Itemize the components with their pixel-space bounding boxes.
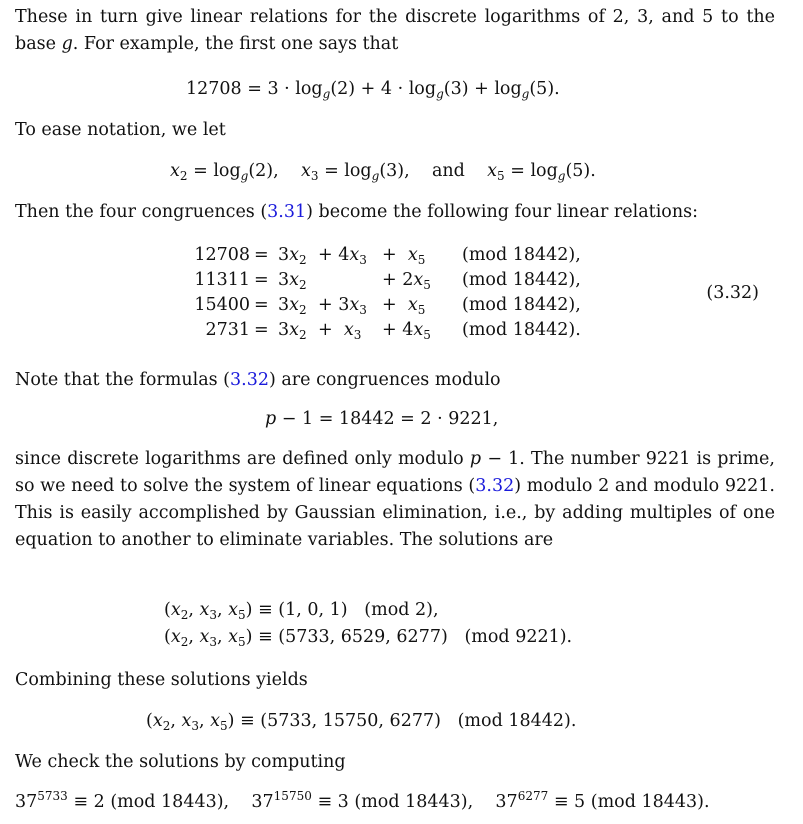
equation-reference-link[interactable]: 3.31 [267, 202, 307, 222]
system-row: 2731 = $3x_2$ + $x_3$ + $4x_5$ (mod 18442). [205, 320, 581, 342]
solution-combined: ($x_2$, $x_3$, $x_5) \equiv (5733$, 15750, 6277) (mod 18442). [146, 711, 577, 733]
paragraph-congruences: Then the four congruences (3.31) become the following four linear relations: [15, 202, 698, 222]
paragraph-note: Note that the formulas (3.32) are congruences modulo [15, 370, 501, 390]
system-row: 12708 = $3x_2$ + $4x_3$ + $x_5$ (mod 18442), [194, 245, 581, 267]
solution-mod-9221: ($x_2$, $x_3$, $x_5) \equiv (5733$, 6529, 6277) (mod 9221). [164, 627, 573, 649]
paragraph-check: We check the solutions by computing [15, 752, 346, 772]
equation-modulus: p − 1 = 18442 = 2 · 9221, [265, 409, 499, 429]
paragraph-explanation: since discrete logarithms are defined only modulo p − 1. The number 9221 is prime, so we need to solve the system of linear equations (3.32) modulo 2 and modulo 9221. This is easily accomplished by Gaussian elimination, i.e., by adding multiples of one equation to another to eliminate variables. The solutions are [15, 449, 775, 550]
system-row: 11311 = $3x_2$ + $2x_5$ (mod 18442), [194, 270, 581, 292]
check-equation: $37^{5733} \equiv 2$ (mod 18443), $37^{15750} \equiv 3$ (mod 18443), $37^{6277} \equiv 5$ (mod 18443). [15, 789, 710, 812]
equation-reference-link[interactable]: 3.32 [230, 370, 269, 390]
equation-reference-link[interactable]: 3.32 [475, 476, 515, 496]
equation-notation: $x_2 = \log_g(2)$, $x_3 = \log_g(3)$, and $x_5 = \log_g(5)$. [170, 161, 596, 183]
system-row: 15400 = $3x_2$ + $3x_3$ + $x_5$ (mod 18442), [194, 295, 581, 317]
paragraph-notation: To ease notation, we let [15, 120, 226, 140]
equation-first-relation: $12708 = 3 \cdot \log_g(2) + 4 \cdot \log_g(3) + \log_g(5)$. [186, 79, 560, 101]
paragraph-intro: These in turn give linear relations for the discrete logarithms of 2, 3, and 5 to the base g. For example, the first one says that [15, 7, 775, 54]
solution-mod-2: ($x_2$, $x_3$, $x_5) \equiv (1$, 0, 1) (mod 2), [164, 600, 439, 622]
equation-number: (3.32) [706, 283, 759, 303]
linear-system [168, 245, 608, 345]
paragraph-combining: Combining these solutions yields [15, 670, 308, 690]
